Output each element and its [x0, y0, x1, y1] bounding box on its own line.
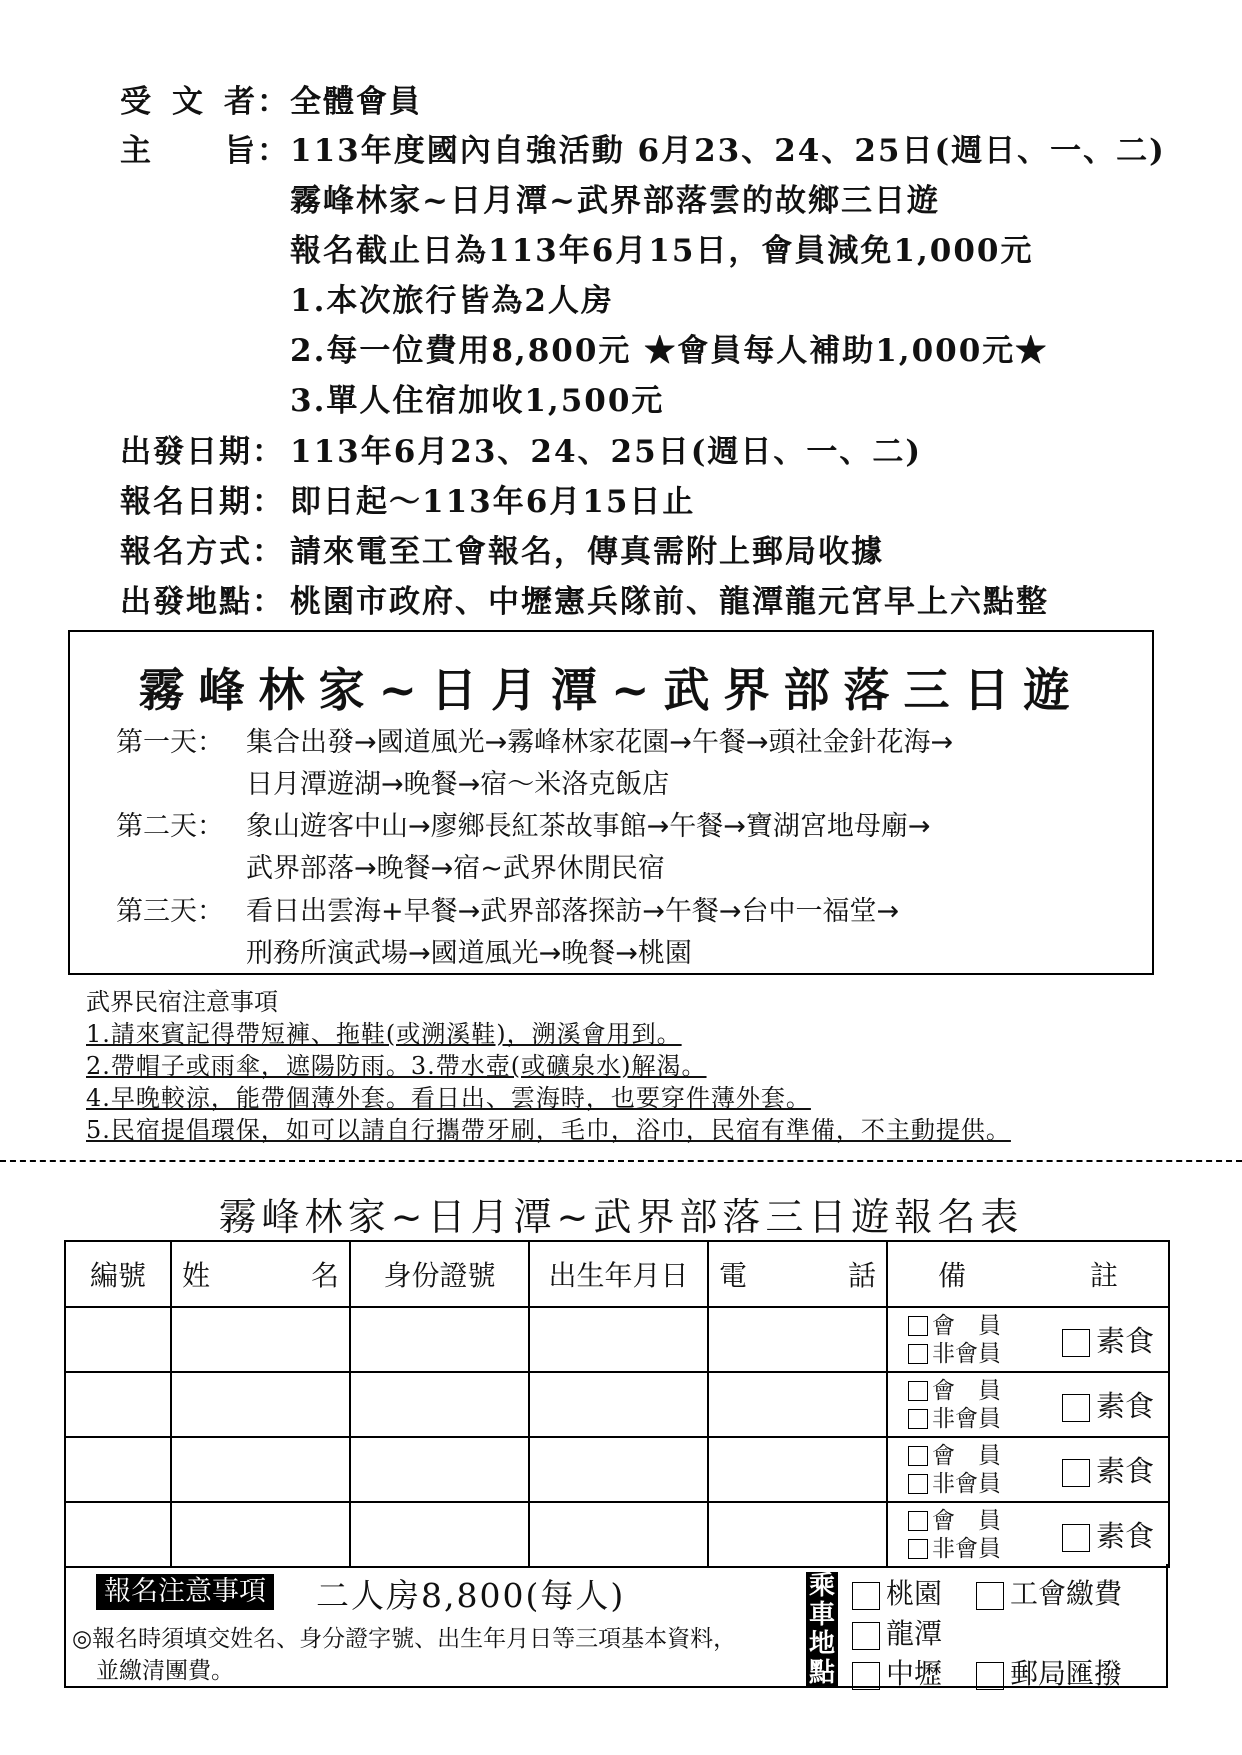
col-number: 編號: [65, 1241, 171, 1307]
vegetarian-checkbox[interactable]: [1062, 1394, 1090, 1422]
day2-line1: 象山遊客中山→廖鄉長紅茶故事館→午餐→寶湖宮地母廟→: [246, 811, 931, 842]
subject-label: 主 旨：: [120, 133, 290, 169]
birth-cell[interactable]: [529, 1437, 708, 1502]
day3-line2: 刑務所演武場→國道風光→晚餐→桃園: [246, 938, 692, 969]
remark-cell: 會 員 非會員 素食: [887, 1307, 1169, 1372]
col-phone: 電 話: [708, 1241, 887, 1307]
departure-location-label: 出發地點：: [120, 584, 285, 620]
registration-method-label: 報名方式：: [120, 534, 285, 570]
registration-notes-label: 報名注意事項: [96, 1574, 274, 1610]
birth-cell[interactable]: [529, 1502, 708, 1567]
table-row: [65, 1502, 1169, 1567]
number-cell[interactable]: [65, 1307, 171, 1372]
member-checkbox[interactable]: [908, 1316, 928, 1336]
member-checkbox[interactable]: [908, 1446, 928, 1466]
vegetarian-checkbox[interactable]: [1062, 1524, 1090, 1552]
itinerary-box: [68, 630, 1154, 975]
col-name: 姓 名: [171, 1241, 350, 1307]
name-cell[interactable]: [171, 1437, 350, 1502]
table-row: [65, 1372, 1169, 1437]
recipient-value: 全體會員: [290, 84, 422, 120]
notice-item: 4.早晚較涼，能帶個薄外套。看日出、雲海時，也要穿件薄外套。: [86, 1084, 811, 1112]
table-row: [65, 1307, 1169, 1372]
member-checkbox[interactable]: [908, 1511, 928, 1531]
registration-date-value: 即日起～113年6月15日止: [290, 484, 696, 520]
registration-note-line1: ◎報名時須填交姓名、身分證字號、出生年月日等三項基本資料，: [72, 1626, 737, 1652]
name-cell[interactable]: [171, 1372, 350, 1437]
payment-option-postal[interactable]: 郵局匯撥: [976, 1652, 1122, 1692]
notice-item: 1.請來賓記得帶短褲、拖鞋(或溯溪鞋)，溯溪會用到。: [86, 1020, 682, 1048]
id-cell[interactable]: [350, 1437, 529, 1502]
price-text: 二人房8,800(每人): [316, 1576, 626, 1615]
checkbox-icon: [852, 1582, 880, 1610]
phone-cell[interactable]: [708, 1307, 887, 1372]
notice-item: 5.民宿提倡環保，如可以請自行攜帶牙刷，毛巾，浴巾，民宿有準備，不主動提供。: [86, 1116, 1011, 1144]
departure-date-value: 113年6月23、24、25日(週日、一、二): [290, 434, 923, 470]
day3-label: 第三天：: [116, 896, 224, 927]
day2-line2: 武界部落→晚餐→宿~武界休閒民宿: [246, 853, 665, 884]
registration-date-label: 報名日期：: [120, 484, 285, 520]
cut-line: [0, 1160, 1242, 1162]
name-cell[interactable]: [171, 1307, 350, 1372]
departure-location-value: 桃園市政府、中壢憲兵隊前、龍潭龍元宮早上六點整: [290, 584, 1049, 620]
pickup-option-taoyuan[interactable]: 桃園: [852, 1572, 942, 1612]
name-cell[interactable]: [171, 1502, 350, 1567]
day1-label: 第一天：: [116, 727, 224, 758]
payment-option-union[interactable]: 工會繳費: [976, 1572, 1122, 1612]
day2-label: 第二天：: [116, 811, 224, 842]
remark-cell: 會 員 非會員 素食: [887, 1502, 1169, 1567]
col-birth: 出生年月日: [529, 1241, 708, 1307]
non-member-checkbox[interactable]: [908, 1344, 928, 1364]
registration-note-line2: 並繳清團費。: [96, 1658, 234, 1684]
day3-line1: 看日出雲海+早餐→武界部落探訪→午餐→台中一福堂→: [246, 896, 900, 927]
notice-item: 2.帶帽子或雨傘，遮陽防雨。3.帶水壺(或礦泉水)解渴。: [86, 1052, 707, 1080]
id-cell[interactable]: [350, 1502, 529, 1567]
number-cell[interactable]: [65, 1502, 171, 1567]
remark-cell: 會 員 非會員 素食: [887, 1372, 1169, 1437]
departure-date-label: 出發日期：: [120, 434, 285, 470]
pickup-option-zhongli[interactable]: 中壢: [852, 1652, 942, 1692]
birth-cell[interactable]: [529, 1372, 708, 1437]
phone-cell[interactable]: [708, 1372, 887, 1437]
recipient-label: 受 文 者：: [120, 84, 290, 120]
registration-notes-section: [64, 1564, 1168, 1688]
member-checkbox[interactable]: [908, 1381, 928, 1401]
non-member-checkbox[interactable]: [908, 1409, 928, 1429]
checkbox-icon: [976, 1662, 1004, 1690]
subject-value: 113年度國內自強活動 6月23、24、25日(週日、一、二): [290, 133, 1166, 169]
number-cell[interactable]: [65, 1437, 171, 1502]
registration-method-value: 請來電至工會報名，傳真需附上郵局收據: [290, 534, 884, 570]
birth-cell[interactable]: [529, 1307, 708, 1372]
registration-table: [64, 1240, 1170, 1568]
phone-cell[interactable]: [708, 1437, 887, 1502]
day1-line1: 集合出發→國道風光→霧峰林家花園→午餐→頭社金針花海→: [246, 727, 954, 758]
itinerary-title: 霧峰林家~日月潭~武界部落三日遊: [138, 663, 1084, 717]
pickup-location-label: 乘車地點: [806, 1572, 838, 1688]
form-title: 霧峰林家~日月潭~武界部落三日遊報名表: [218, 1195, 1024, 1239]
remark-cell: 會 員 非會員 素食: [887, 1437, 1169, 1502]
checkbox-icon: [976, 1582, 1004, 1610]
checkbox-icon: [852, 1662, 880, 1690]
col-id: 身份證號: [350, 1241, 529, 1307]
id-cell[interactable]: [350, 1307, 529, 1372]
table-row: [65, 1437, 1169, 1502]
id-cell[interactable]: [350, 1372, 529, 1437]
pickup-option-longtan[interactable]: 龍潭: [852, 1612, 942, 1652]
table-header-row: [65, 1241, 1169, 1307]
vegetarian-checkbox[interactable]: [1062, 1459, 1090, 1487]
phone-cell[interactable]: [708, 1502, 887, 1567]
vegetarian-checkbox[interactable]: [1062, 1329, 1090, 1357]
number-cell[interactable]: [65, 1372, 171, 1437]
non-member-checkbox[interactable]: [908, 1539, 928, 1559]
non-member-checkbox[interactable]: [908, 1474, 928, 1494]
notices-title: 武界民宿注意事項: [86, 988, 278, 1016]
checkbox-icon: [852, 1622, 880, 1650]
day1-line2: 日月潭遊湖→晚餐→宿～米洛克飯店: [246, 769, 670, 800]
col-remark: 備 註: [887, 1241, 1169, 1307]
